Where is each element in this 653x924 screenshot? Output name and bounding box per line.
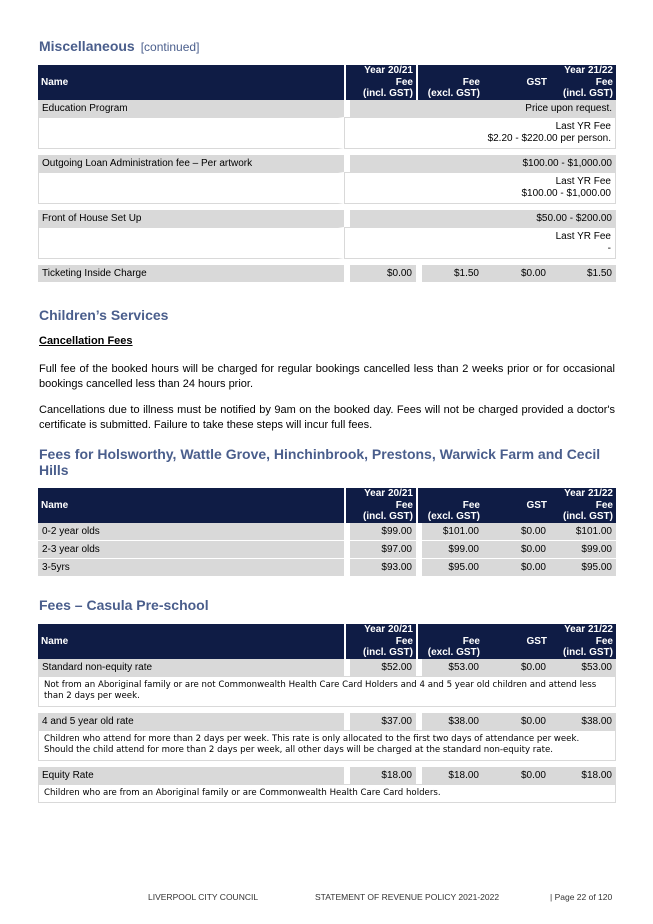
row-excl: $53.00 <box>416 659 483 676</box>
row-name: Education Program <box>38 100 344 117</box>
row-name: 0-2 year olds <box>38 523 344 540</box>
header-gst: GST <box>483 488 550 523</box>
description-row <box>38 730 616 761</box>
cancellation-para-2: Cancellations due to illness must be notified by 9am on the booked day. Fees will not be charged provided a doctor's certificate is submitted. Failure to take these steps will incur full fees. <box>39 404 615 431</box>
row-gst: $0.00 <box>483 767 550 784</box>
row-gst: $0.00 <box>483 713 550 730</box>
last-year-cell: Last YR Fee - <box>344 227 616 259</box>
row-incl: $101.00 <box>550 523 616 540</box>
header-year-a: Year 20/21 Fee (incl. GST) <box>344 488 416 523</box>
row-description: Children who attend for more than 2 days per week. This rate is only allocated to the first two days of attendance per week. Should the child attend for more than 2 days per week, all other days will be charged at the standard non-equity rate. <box>38 730 616 761</box>
row-prev: $0.00 <box>344 265 416 282</box>
row-excl: $18.00 <box>416 767 483 784</box>
last-year-cell: Last YR Fee $2.20 - $220.00 per person. <box>344 117 616 149</box>
header-name: Name <box>38 488 344 523</box>
header-name: Name <box>38 65 344 100</box>
table-header <box>38 488 616 523</box>
description-row <box>38 784 616 804</box>
row-gst: $0.00 <box>483 523 550 540</box>
table-row <box>38 541 616 558</box>
table-row <box>38 713 616 730</box>
row-description: Children who are from an Aboriginal family or are Commonwealth Health Care Card holders. <box>38 784 616 804</box>
row-excl: $99.00 <box>416 541 483 558</box>
casula-table <box>38 624 616 803</box>
header-gst: GST <box>483 624 550 659</box>
cancellation-fees-title: Cancellation Fees <box>39 335 133 347</box>
row-name: 2-3 year olds <box>38 541 344 558</box>
last-year-row <box>38 172 616 204</box>
children-heading: Children’s Services <box>39 307 169 323</box>
last-year-row <box>38 117 616 149</box>
row-excl: $101.00 <box>416 523 483 540</box>
footer-council: LIVERPOOL CITY COUNCIL <box>148 892 259 902</box>
header-year-b: Year 21/22 Fee (incl. GST) <box>550 488 616 523</box>
header-year-b: Year 21/22 Fee (incl. GST) <box>550 65 616 100</box>
table-row <box>38 265 616 282</box>
table-row <box>38 100 616 117</box>
header-fee-excl: Fee (excl. GST) <box>416 65 483 100</box>
row-name: Equity Rate <box>38 767 344 784</box>
row-incl: $38.00 <box>550 713 616 730</box>
header-year-a: Year 20/21 Fee (incl. GST) <box>344 65 416 100</box>
row-gst: $0.00 <box>483 559 550 576</box>
row-name: Ticketing Inside Charge <box>38 265 344 282</box>
row-prev: $18.00 <box>344 767 416 784</box>
misc-heading <box>39 38 199 54</box>
row-description: Not from an Aboriginal family or are not Commonwealth Health Care Card Holders and 4 and 5 year old children and attend less than 2 days per week. <box>38 676 616 707</box>
table-row <box>38 210 616 227</box>
row-name: Front of House Set Up <box>38 210 344 227</box>
table-header <box>38 624 616 659</box>
description-row <box>38 676 616 707</box>
footer-statement: STATEMENT OF REVENUE POLICY 2021-2022 <box>315 892 500 902</box>
row-prev: $52.00 <box>344 659 416 676</box>
row-prev: $99.00 <box>344 523 416 540</box>
table-header <box>38 65 616 100</box>
header-year-a: Year 20/21 Fee (incl. GST) <box>344 624 416 659</box>
row-prev: $37.00 <box>344 713 416 730</box>
row-excl: $38.00 <box>416 713 483 730</box>
casula-heading: Fees – Casula Pre-school <box>39 597 209 613</box>
header-fee-excl: Fee (excl. GST) <box>416 488 483 523</box>
table-row <box>38 659 616 676</box>
row-value: $50.00 - $200.00 <box>344 210 616 227</box>
misc-heading-text: Miscellaneous <box>39 38 135 54</box>
row-incl: $18.00 <box>550 767 616 784</box>
row-incl: $1.50 <box>550 265 616 282</box>
row-value: Price upon request. <box>344 100 616 117</box>
footer-page-number: | Page 22 of 120 <box>550 892 613 902</box>
header-fee-excl: Fee (excl. GST) <box>416 624 483 659</box>
row-name: 3-5yrs <box>38 559 344 576</box>
holsworthy-heading: Fees for Holsworthy, Wattle Grove, Hinchinbrook, Prestons, Warwick Farm and Cecil Hills <box>39 446 601 478</box>
last-year-cell: Last YR Fee $100.00 - $1,000.00 <box>344 172 616 204</box>
holsworthy-table <box>38 488 616 576</box>
row-prev: $97.00 <box>344 541 416 558</box>
header-name: Name <box>38 624 344 659</box>
row-incl: $95.00 <box>550 559 616 576</box>
misc-continued: [continued] <box>140 40 200 54</box>
row-gst: $0.00 <box>483 265 550 282</box>
row-gst: $0.00 <box>483 659 550 676</box>
table-row <box>38 559 616 576</box>
table-row <box>38 523 616 540</box>
header-gst: GST <box>483 65 550 100</box>
table-row <box>38 767 616 784</box>
row-incl: $53.00 <box>550 659 616 676</box>
row-prev: $93.00 <box>344 559 416 576</box>
row-excl: $95.00 <box>416 559 483 576</box>
row-value: $100.00 - $1,000.00 <box>344 155 616 172</box>
row-name: Standard non-equity rate <box>38 659 344 676</box>
row-name: Outgoing Loan Administration fee – Per artwork <box>38 155 344 172</box>
misc-table <box>38 65 616 282</box>
row-incl: $99.00 <box>550 541 616 558</box>
table-row <box>38 155 616 172</box>
row-excl: $1.50 <box>416 265 483 282</box>
row-name: 4 and 5 year old rate <box>38 713 344 730</box>
header-year-b: Year 21/22 Fee (incl. GST) <box>550 624 616 659</box>
last-year-row <box>38 227 616 259</box>
cancellation-para-1: Full fee of the booked hours will be charged for regular bookings cancelled less than 2 weeks prior or for occasional bookings cancelled less than 24 hours prior. <box>39 363 615 390</box>
row-gst: $0.00 <box>483 541 550 558</box>
